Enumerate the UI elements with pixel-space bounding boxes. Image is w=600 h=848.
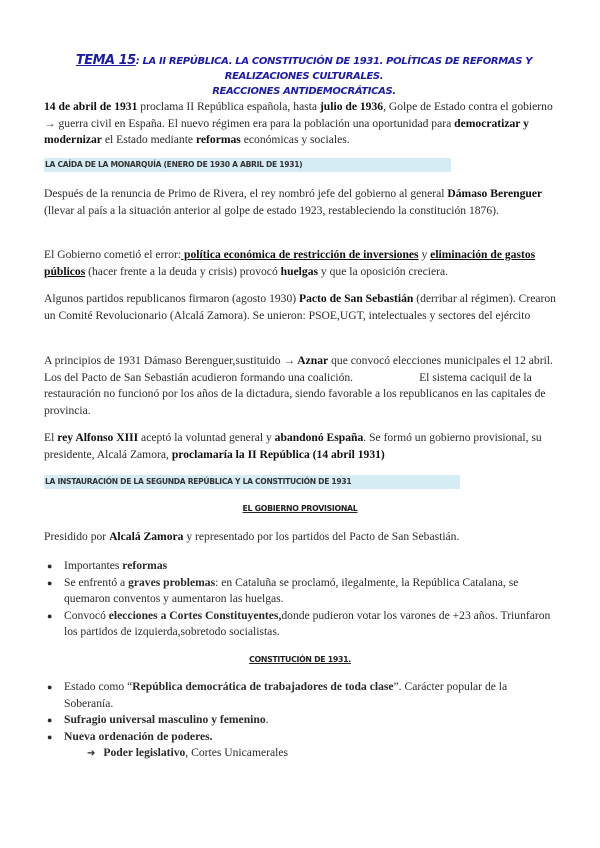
list-item: ● Sufragio universal masculino y femenino. xyxy=(44,712,556,729)
list-item: ● Convocó elecciones a Cortes Constituyentes,donde pudieron votar los varones de +23 años. Triunfaron los partidos de izquierda,sobretodo socialistas. xyxy=(47,608,551,638)
subheading-gobierno-provisional: EL GOBIERNO PROVISIONAL xyxy=(242,504,358,513)
paragraph-presidido: Presidido por Alcalá Zamora y representado por los partidos del Pacto de San Sebastián. xyxy=(44,530,460,543)
bullet-list-constitucion xyxy=(44,679,556,745)
subheading-constitucion: CONSTITUCIÓN DE 1931. xyxy=(249,655,351,664)
list-item: ● Estado como “República democrática de trabajadores de toda clase”. Carácter popular de la Soberanía. xyxy=(47,680,508,710)
list-item: ● Importantes reformas xyxy=(44,558,556,575)
paragraph-elecciones: A principios de 1931 Dámaso Berenguer,sustituido → Aznar que convocó elecciones municipales el 12 abril. Los del Pacto de San Sebastián acudieron formando una coalición. El sistema caciquil de la restauración no funcionó por los años de la dictadura, siendo favorable a los republicanos en las capitales de provincia. xyxy=(44,354,553,417)
paragraph-error: El Gobierno cometió el error: política económica de restricción de inversiones y eliminación de gastos públicos (hacer frente a la deuda y crisis) provocó huelgas y que la oposición creciera. xyxy=(44,248,536,278)
bullet-icon: ● xyxy=(47,731,53,742)
sub-list-item: ➔ Poder legislativo, Cortes Unicamerales xyxy=(87,746,288,759)
arrow-icon: → xyxy=(44,116,56,130)
bullet-list-gobierno xyxy=(44,558,556,641)
bullet-icon: ● xyxy=(47,610,53,621)
title-line2: REACCIONES ANTIDEMOCRÁTICAS. xyxy=(212,86,396,97)
arrow-icon: ➔ xyxy=(87,748,96,759)
bullet-icon: ● xyxy=(47,715,53,725)
bullet-icon: ● xyxy=(47,561,53,571)
title-tema: TEMA 15 xyxy=(75,53,136,68)
paragraph-pacto: Algunos partidos republicanos firmaron (agosto 1930) Pacto de San Sebastián (derribar al régimen). Crearon un Comité Revolucionario (Alcalá Zamora). Se unieron: PSOE,UGT, intelectuales y sectores del ejército xyxy=(44,292,556,322)
section-heading-instauracion: LA INSTAURACIÓN DE LA SEGUNDA REPÚBLICA Y LA CONSTITUCIÓN DE 1931 xyxy=(44,475,460,489)
list-item: ● Se enfrentó a graves problemas: en Cataluña se proclamó, ilegalmente, la República Catalana, se quemaron conventos y aumentaron las huelgas. xyxy=(47,575,519,605)
title-line1: : LA II REPÚBLICA. LA CONSTITUCIÓN DE 1931. POLÍTICAS DE REFORMAS Y REALIZACIONES CULTURALES. xyxy=(135,56,533,82)
arrow-icon: → xyxy=(283,354,296,367)
bullet-icon: ● xyxy=(47,577,53,588)
list-item: ● Nueva ordenación de poderes. xyxy=(44,729,556,746)
document-title xyxy=(44,53,564,99)
section-heading-caida: LA CAÍDA DE LA MONARQUÍA (ENERO DE 1930 A ABRIL DE 1931) xyxy=(44,158,451,172)
paragraph-berenguer: Después de la renuncia de Primo de Rivera, el rey nombró jefe del gobierno al general Dámaso Berenguer (llevar al país a la situación anterior al golpe de estado 1923, restableciendo la constitución 1876). xyxy=(44,187,543,217)
bullet-icon: ● xyxy=(47,682,53,692)
paragraph-alfonso: El rey Alfonso XIII aceptó la voluntad general y abandonó España. Se formó un gobierno provisional, su presidente, Alcalá Zamora, proclamaría la II República (14 abril 1931) xyxy=(44,431,542,461)
intro-paragraph: 14 de abril de 1931 proclama II República española, hasta julio de 1936, Golpe de Estado contra el gobierno → guerra civil en España. El nuevo régimen era para la población una oportunidad para democratizar y modernizar el Estado mediante reformas económicas y sociales. xyxy=(44,100,553,146)
